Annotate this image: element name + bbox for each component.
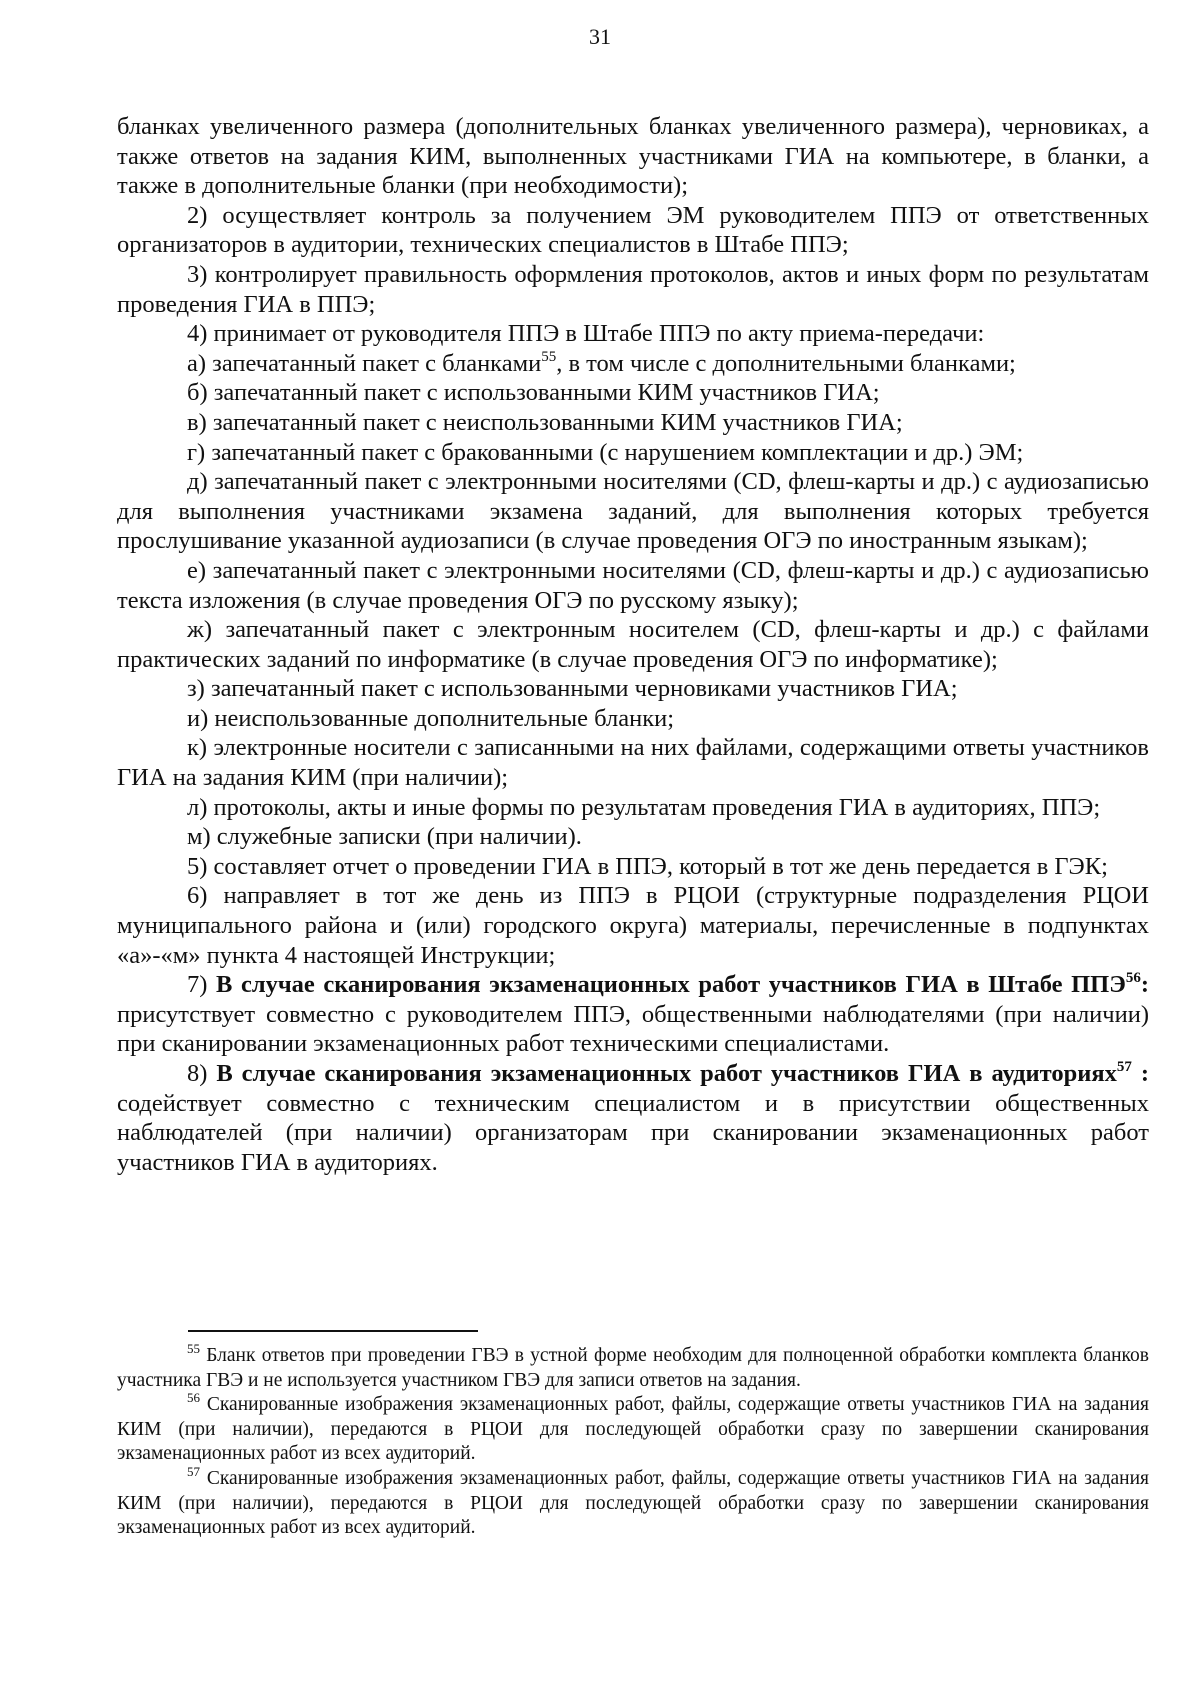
list-item-7-rest: присутствует совместно с руководителем ППЭ, общественными наблюдателями (при наличии) при сканировании экзаменационных работ техническими специалистами. <box>117 1000 1149 1058</box>
footnote-number: 56 <box>187 1390 200 1406</box>
list-item-4: 4) принимает от руководителя ППЭ в Штабе ППЭ по акту приема-передачи: <box>187 320 985 348</box>
footnote-text: Сканированные изображения экзаменационных работ, файлы, содержащие ответы участников ГИА на задания КИМ (при наличии), передаются в РЦОИ для последующей обработки сразу по завершении сканирования экзаменационных работ из всех аудиторий. <box>117 1394 1149 1465</box>
sub-item-v: в) запечатанный пакет с неиспользованными КИМ участников ГИА; <box>187 408 903 436</box>
sub-item-l: л) протоколы, акты и иные формы по результатам проведения ГИА в аудиториях, ППЭ; <box>187 793 1101 821</box>
list-item-8-rest: содействует совместно с техническим специалистом и в присутствии общественных наблюдателей (при наличии) организаторам при сканировании экзаменационных работ участников ГИА в аудиториях. <box>117 1089 1149 1176</box>
footnote-number: 57 <box>187 1463 200 1479</box>
footnote-text: Бланк ответов при проведении ГВЭ в устной форме необходим для полноценной обработки комплекта бланков участника ГВЭ и не используется участником ГВЭ для записи ответов на задания. <box>117 1345 1149 1391</box>
sub-item-a <box>117 349 1149 379</box>
list-item-7 <box>117 970 1149 1059</box>
sub-item-a-rest: , в том числе с дополнительными бланками; <box>556 349 1016 377</box>
list-item-7-bold: В случае сканирования экзаменационных работ участников ГИА в Штабе ППЭ <box>216 971 1126 999</box>
page-number: 31 <box>589 24 611 49</box>
sub-item-k: к) электронные носители с записанными на них файлами, содержащими ответы участников ГИА на задания КИМ (при наличии); <box>117 734 1149 792</box>
footnote-56 <box>117 1390 1149 1467</box>
footnote-ref-56: 56 <box>1125 970 1141 987</box>
sub-item-b: б) запечатанный пакет с использованными КИМ участников ГИА; <box>187 379 880 407</box>
sub-item-a-text: а) запечатанный пакет с бланками <box>187 349 542 377</box>
sub-item-z: з) запечатанный пакет с использованными черновиками участников ГИА; <box>187 675 958 703</box>
list-item-6: 6) направляет в тот же день из ППЭ в РЦОИ (структурные подразделения РЦОИ муниципального района и (или) городского округа) материалы, перечисленные в подпунктах «а»-«м» пункта 4 настоящей Инструкции; <box>117 882 1149 969</box>
list-item-8-number: 8) <box>187 1060 217 1087</box>
footnote-ref-57: 57 <box>1116 1059 1132 1075</box>
list-item-8-colon: : <box>1131 1060 1149 1087</box>
footnote-number: 55 <box>187 1341 200 1356</box>
list-item-3: 3) контролирует правильность оформления протоколов, актов и иных форм по результатам проведения ГИА в ППЭ; <box>117 260 1149 318</box>
footnote-text: Сканированные изображения экзаменационных работ, файлы, содержащие ответы участников ГИА на задания КИМ (при наличии), передаются в РЦОИ для последующей обработки сразу по завершении сканирования экзаменационных работ из всех аудиторий. <box>117 1467 1149 1539</box>
paragraph-continuation: бланках увеличенного размера (дополнительных бланках увеличенного размера), черновиках, а также ответов на задания КИМ, выполненных участниками ГИА на компьютере, в бланки, а также в дополнительные бланки (при необходимости); <box>117 113 1149 200</box>
list-item-8-bold: В случае сканирования экзаменационных работ участников ГИА в аудиториях <box>216 1060 1117 1087</box>
sub-item-m: м) служебные записки (при наличии). <box>187 823 582 851</box>
list-item-5: 5) составляет отчет о проведении ГИА в ППЭ, который в тот же день передается в ГЭК; <box>187 852 1108 880</box>
sub-item-e: е) запечатанный пакет с электронными носителями (CD, флеш-карты и др.) с аудиозаписью текста изложения (в случае проведения ОГЭ по русскому языку); <box>117 556 1149 614</box>
list-item-7-number: 7) <box>187 971 217 999</box>
footnote-55 <box>117 1341 1149 1393</box>
footnote-57 <box>117 1463 1149 1541</box>
document-body <box>117 112 1149 1177</box>
sub-item-i: и) неиспользованные дополнительные бланки; <box>187 704 675 732</box>
list-item-8 <box>117 1059 1149 1177</box>
sub-item-zh: ж) запечатанный пакет с электронным носителем (CD, флеш-карты и др.) с файлами практических заданий по информатике (в случае проведения ОГЭ по информатике); <box>117 616 1149 673</box>
footnotes <box>117 1341 1149 1541</box>
list-item-2: 2) осуществляет контроль за получением ЭМ руководителем ППЭ от ответственных организаторов в аудитории, технических специалистов в Штабе ППЭ; <box>117 201 1149 259</box>
list-item-7-colon: : <box>1140 971 1149 999</box>
footnote-separator <box>188 1330 478 1332</box>
sub-item-d: д) запечатанный пакет с электронными носителями (CD, флеш-карты и др.) с аудиозаписью для выполнения участниками экзамена заданий, для выполнения которых требуется прослушивание указанной аудиозаписи (в случае проведения ОГЭ по иностранным языкам); <box>117 468 1149 555</box>
sub-item-g: г) запечатанный пакет с бракованными (с нарушением комплектации и др.) ЭМ; <box>187 438 1024 466</box>
footnote-ref-55: 55 <box>541 348 557 365</box>
